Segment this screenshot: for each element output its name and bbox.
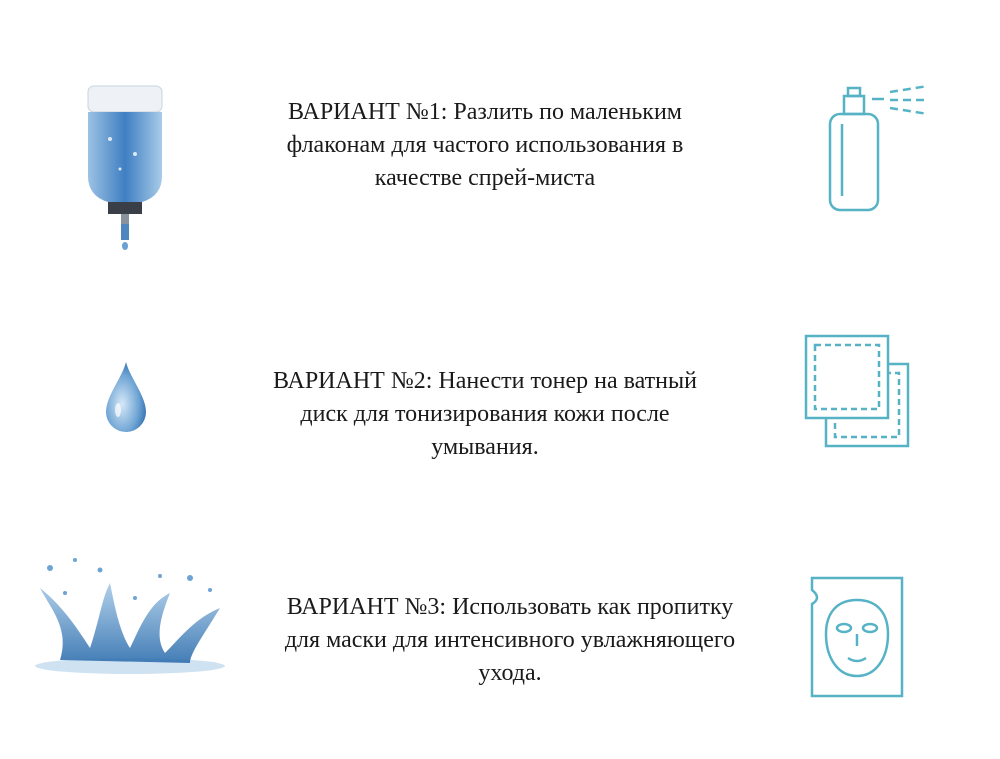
- option-3-text: [230, 591, 790, 690]
- option-2-line-3: умывания.: [431, 434, 539, 460]
- option-2-line-1: ВАРИАНТ №2: Нанести тонер на ватный: [273, 368, 697, 394]
- option-1-line-2: флаконам для частого использования в: [286, 132, 684, 158]
- option-1-line-1: ВАРИАНТ №1: Разлить по маленьким: [288, 99, 682, 125]
- water-drop-image: [104, 360, 148, 434]
- option-3-line-2: для маски для интенсивного увлажняющего: [284, 627, 736, 653]
- water-bottle-dripper-image: [80, 84, 170, 254]
- option-2-text: [230, 365, 740, 464]
- spray-bottle-icon: [824, 84, 934, 216]
- option-2-line-2: диск для тонизирования кожи после: [300, 401, 670, 427]
- option-3-line-1: ВАРИАНТ №3: Использовать как пропитку: [286, 594, 734, 620]
- option-1-text: [230, 96, 740, 195]
- option-3-line-3: ухода.: [478, 660, 542, 686]
- sheet-mask-icon: [808, 576, 906, 698]
- option-1-line-3: качестве спрей-миста: [374, 165, 596, 191]
- water-splash-image: [30, 548, 230, 678]
- cotton-pads-icon: [804, 334, 912, 450]
